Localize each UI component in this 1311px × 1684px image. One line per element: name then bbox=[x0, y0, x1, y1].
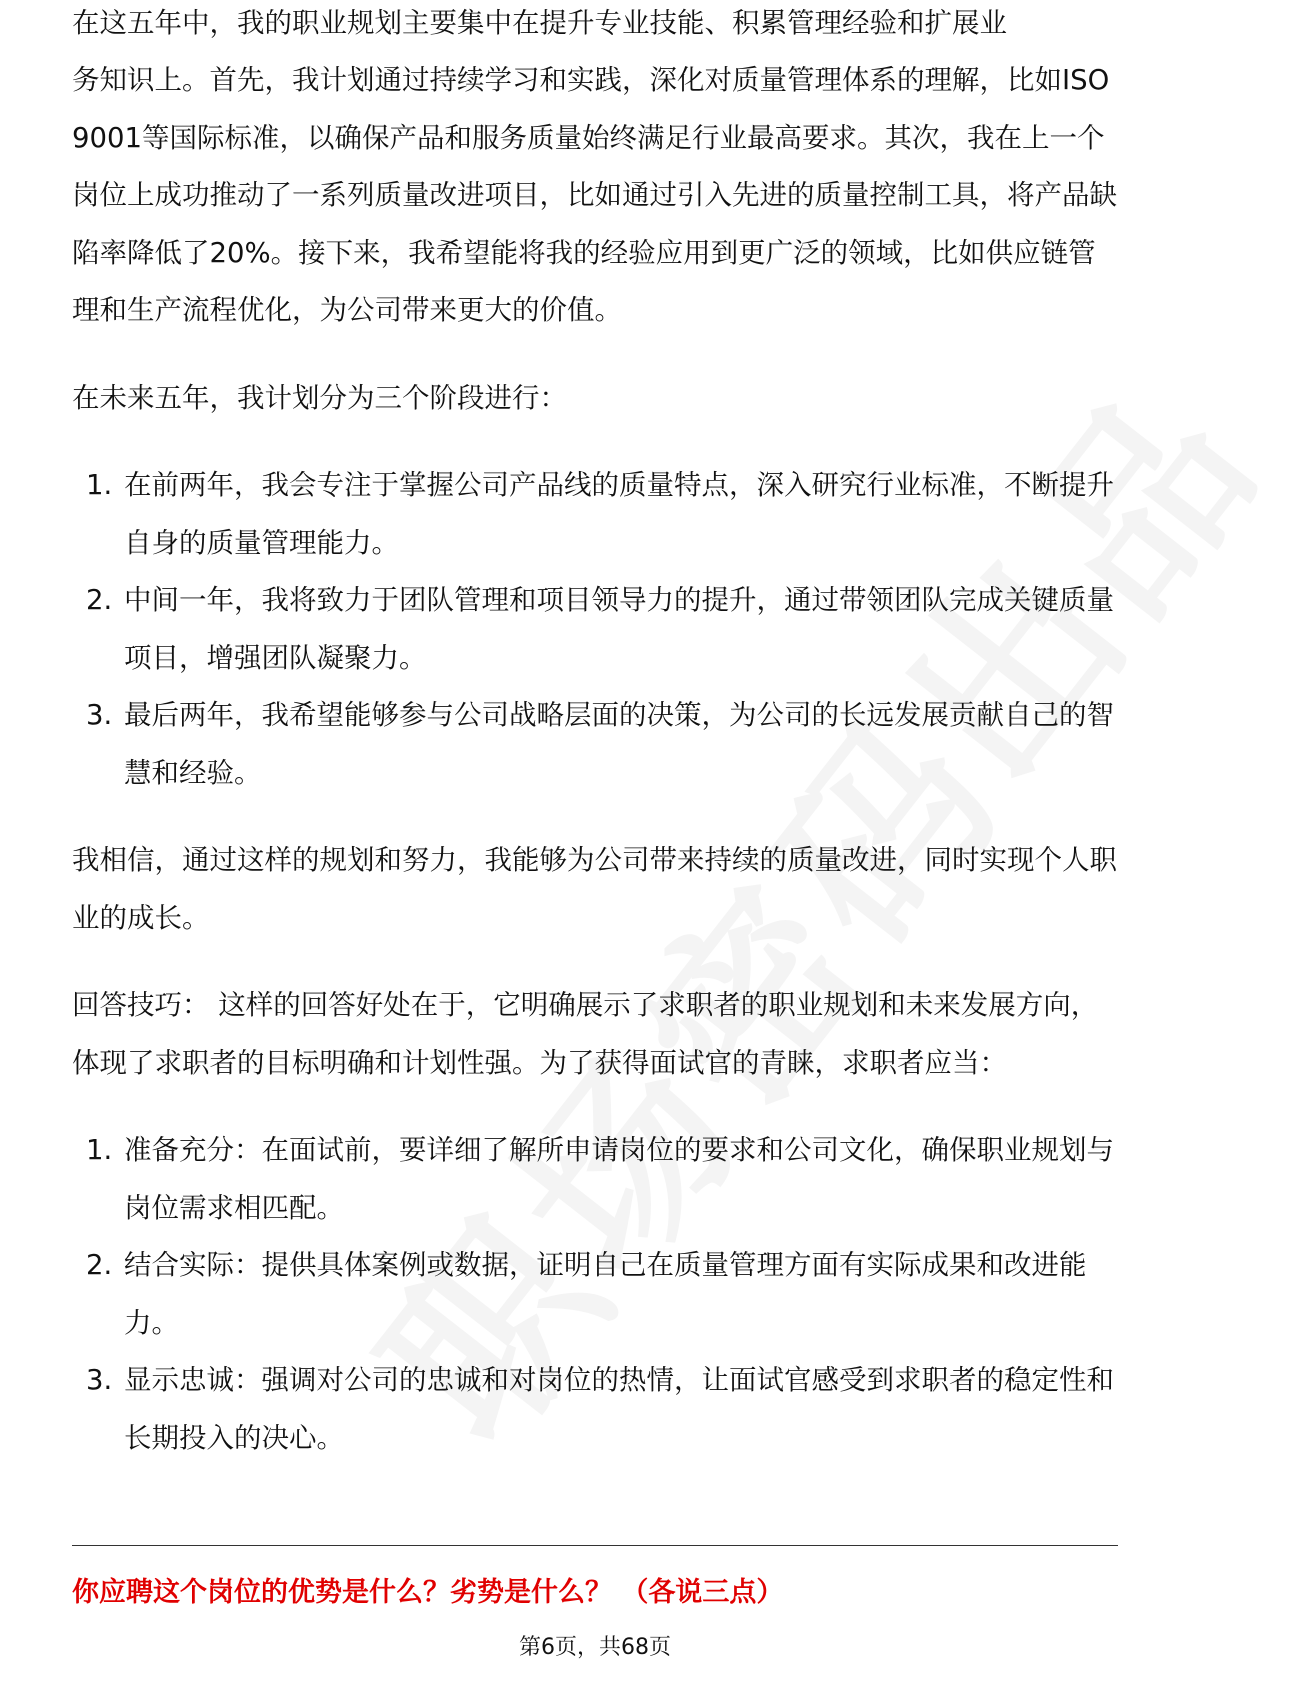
paragraph-tips-lead: 回答技巧： 这样的回答好处在于，它明确展示了求职者的职业规划和未来发展方向，体现了求职者的目标明确和计划性强。为了获得面试官的青睐，求职者应当： bbox=[72, 989, 1099, 1079]
list-item bbox=[72, 687, 1118, 802]
list-item-text: 准备充分：在面试前，要详细了解所申请岗位的要求和公司文化，确保职业规划与岗位需求相匹配。 bbox=[124, 1134, 1114, 1224]
list-item bbox=[72, 457, 1118, 572]
plan-steps-list bbox=[72, 457, 1118, 802]
section-divider bbox=[72, 1545, 1118, 1546]
next-question-heading: 你应聘这个岗位的优势是什么？劣势是什么？ （各说三点） bbox=[72, 1577, 784, 1608]
cut-off-line bbox=[72, 7, 1118, 52]
list-item-text: 结合实际：提供具体案例或数据，证明自己在质量管理方面有实际成果和改进能力。 bbox=[124, 1249, 1087, 1339]
page-number-footer: 第6页，共68页 bbox=[519, 1635, 671, 1660]
cut-off-text: 在这五年中，我的职业规划主要集中在提升专业技能、积累管理经验和扩展业 bbox=[72, 7, 1007, 39]
tips-list bbox=[72, 1122, 1118, 1467]
list-item-text: 显示忠诚：强调对公司的忠诚和对岗位的热情，让面试官感受到求职者的稳定性和长期投入的决心。 bbox=[124, 1364, 1114, 1454]
list-item-text: 最后两年，我希望能够参与公司战略层面的决策，为公司的长远发展贡献自己的智慧和经验。 bbox=[124, 699, 1114, 789]
list-item bbox=[72, 572, 1118, 687]
list-number: 3. bbox=[86, 1364, 113, 1396]
list-number: 2. bbox=[86, 584, 113, 616]
list-number: 1. bbox=[86, 1134, 113, 1166]
list-item bbox=[72, 1352, 1118, 1467]
list-item bbox=[72, 1237, 1118, 1352]
page-content bbox=[72, 7, 1118, 1467]
list-number: 1. bbox=[86, 469, 113, 501]
list-number: 3. bbox=[86, 699, 113, 731]
list-number: 2. bbox=[86, 1249, 113, 1281]
list-item-text: 在前两年，我会专注于掌握公司产品线的质量特点，深入研究行业标准，不断提升自身的质量管理能力。 bbox=[124, 469, 1114, 559]
list-item bbox=[72, 1122, 1118, 1237]
paragraph-plan-lead: 在未来五年，我计划分为三个阶段进行： bbox=[72, 381, 567, 414]
list-item-text: 中间一年，我将致力于团队管理和项目领导力的提升，通过带领团队完成关键质量项目，增强团队凝聚力。 bbox=[124, 584, 1114, 674]
paragraph-conclusion: 我相信，通过这样的规划和努力，我能够为公司带来持续的质量改进，同时实现个人职业的成长。 bbox=[72, 844, 1117, 934]
paragraph-intro: 务知识上。首先，我计划通过持续学习和实践，深化对质量管理体系的理解，比如ISO 9001等国际标准，以确保产品和服务质量始终满足行业最高要求。其次，我在上一个岗位上成功推动了一系列质量改进项目，比如通过引入先进的质量控制工具，将产品缺陷率降低了20%。接下来，我希望能将我的经验应用到更广泛的领域，比如供应链管理和生产流程优化，为公司带来更大的价值。 bbox=[72, 64, 1117, 326]
